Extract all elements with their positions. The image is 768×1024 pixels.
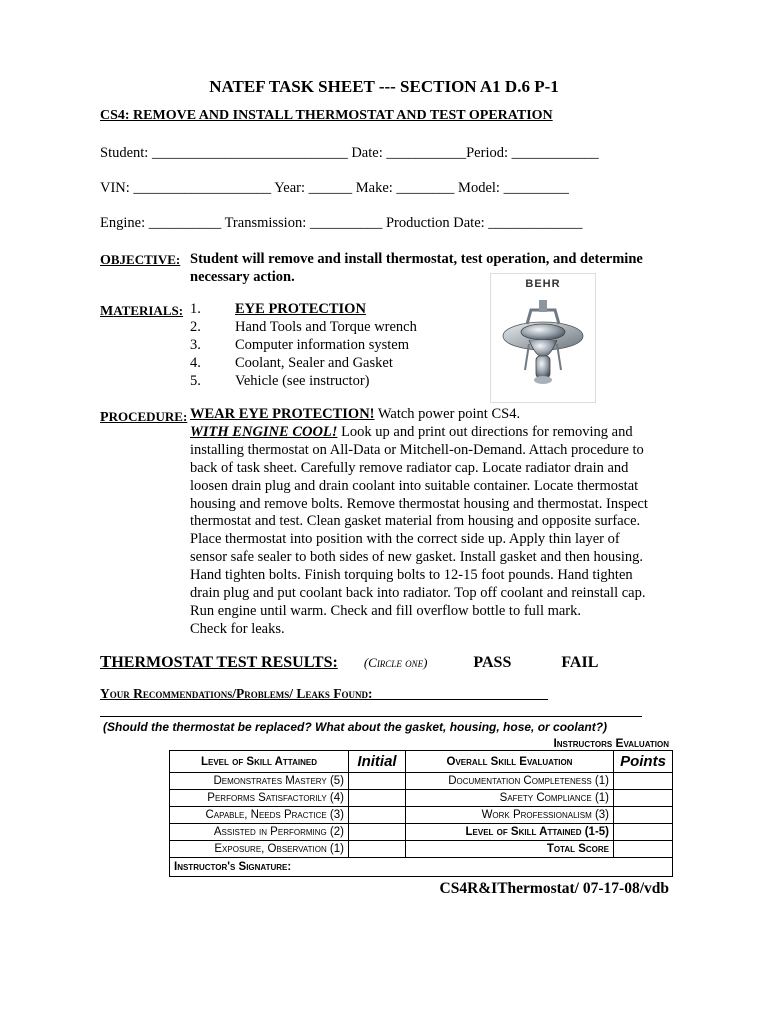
page-subtitle: CS4: REMOVE AND INSTALL THERMOSTAT AND TEST OPERATION [100,108,553,123]
points-cell[interactable] [614,790,673,807]
circle-one-note: (Circle one) [363,655,428,670]
materials-item: 5. Vehicle (see instructor) [190,373,370,389]
recommendations-blank-line [100,716,642,717]
header-overall-eval: Overall Skill Evaluation [406,751,614,773]
engine-transmission-date-line[interactable]: Engine: __________ Transmission: __________ Production Date: _____________ [100,215,583,231]
fail-option[interactable]: FAIL [561,654,599,671]
header-skill-level: Level of Skill Attained [170,751,349,773]
procedure-label: PROCEDURE: [100,409,188,425]
header-points: Points [614,751,673,773]
thermostat-icon [491,274,595,402]
table-row [170,773,673,790]
test-results-label: THERMOSTAT TEST RESULTS: [100,652,338,671]
materials-item: 1. EYE PROTECTION [190,301,366,317]
behr-logo: BEHR [525,278,561,290]
objective-label: OBJECTIVE: [100,252,181,268]
skill-level-cell: Performs Satisfactorily (4) [170,790,349,807]
initial-cell[interactable] [349,773,406,790]
initial-cell[interactable] [349,824,406,841]
skill-level-cell: Exposure, Observation (1) [170,841,349,858]
overall-eval-cell: Level of Skill Attained (1-5) [406,824,614,841]
pass-option[interactable]: PASS [473,654,512,671]
evaluation-table [169,750,673,877]
thermostat-photo [490,273,596,403]
table-row [170,790,673,807]
total-score-cell: Total Score [406,841,614,858]
document-footer-code: CS4R&IThermostat/ 07-17-08/vdb [439,880,669,897]
materials-item: 4. Coolant, Sealer and Gasket [190,355,393,371]
initial-cell[interactable] [349,841,406,858]
signature-row [170,858,673,877]
instructors-evaluation-label: Instructors Evaluation [553,736,669,750]
initial-cell[interactable] [349,790,406,807]
test-results-line [100,652,598,672]
materials-list [190,300,417,390]
vin-year-make-model-line[interactable]: VIN: ___________________ Year: ______ Make: ________ Model: _________ [100,180,569,196]
recommendations-note: (Should the thermostat be replaced? What about the gasket, housing, hose, or coolant?) [103,720,608,734]
student-date-period-line[interactable]: Student: ___________________________ Date: ___________Period: ____________ [100,145,599,161]
materials-item: 3. Computer information system [190,337,409,353]
points-cell[interactable] [614,841,673,858]
table-row [170,841,673,858]
points-cell[interactable] [614,824,673,841]
overall-eval-cell: Safety Compliance (1) [406,790,614,807]
recommendations-line[interactable]: Your Recommendations/Problems/ Leaks Found:__________________________ [100,686,548,701]
skill-level-cell: Capable, Needs Practice (3) [170,807,349,824]
header-initial: Initial [349,751,406,773]
skill-level-cell: Assisted in Performing (2) [170,824,349,841]
page-title: NATEF TASK SHEET --- SECTION A1 D.6 P-1 [209,77,559,96]
initial-cell[interactable] [349,807,406,824]
overall-eval-cell: Documentation Completeness (1) [406,773,614,790]
overall-eval-cell: Work Professionalism (3) [406,807,614,824]
objective-text: Student will remove and install thermostat, test operation, and determine necessary action. [190,251,643,285]
table-header-row [170,751,673,773]
materials-label: MATERIALS: [100,303,184,319]
points-cell[interactable] [614,773,673,790]
table-row [170,824,673,841]
instructor-signature-field[interactable]: Instructor's Signature: [170,858,673,877]
points-cell[interactable] [614,807,673,824]
procedure-text: WEAR EYE PROTECTION! Watch power point CS4. WITH ENGINE COOL! Look up and print out directions for removing and installing thermostat on All-Data or Mitchell-on-Demand. Attach procedure to back of task sheet. Carefully remove radiator cap. Locate radiator drain and loosen drain plug and drain coolant into suitable container. Locate thermostat housing and remove bolts. Remove thermostat housing and thermostat. Inspect thermostat and test. Clean gasket material from housing and opposite surface. Place thermostat into position with the correct side up. Apply thin layer of sensor safe sealer to both sides of new gasket. Install gasket and then housing. Hand tighten bolts. Finish torquing bolts to 12-15 foot pounds. Hand tighten drain plug and put coolant back into radiator. Top off coolant and reinstall cap. Run engine until warm. Check and fill overflow bottle to full mark. Check for leaks. [190,406,648,637]
skill-level-cell: Demonstrates Mastery (5) [170,773,349,790]
table-row [170,807,673,824]
materials-item: 2. Hand Tools and Torque wrench [190,319,417,335]
